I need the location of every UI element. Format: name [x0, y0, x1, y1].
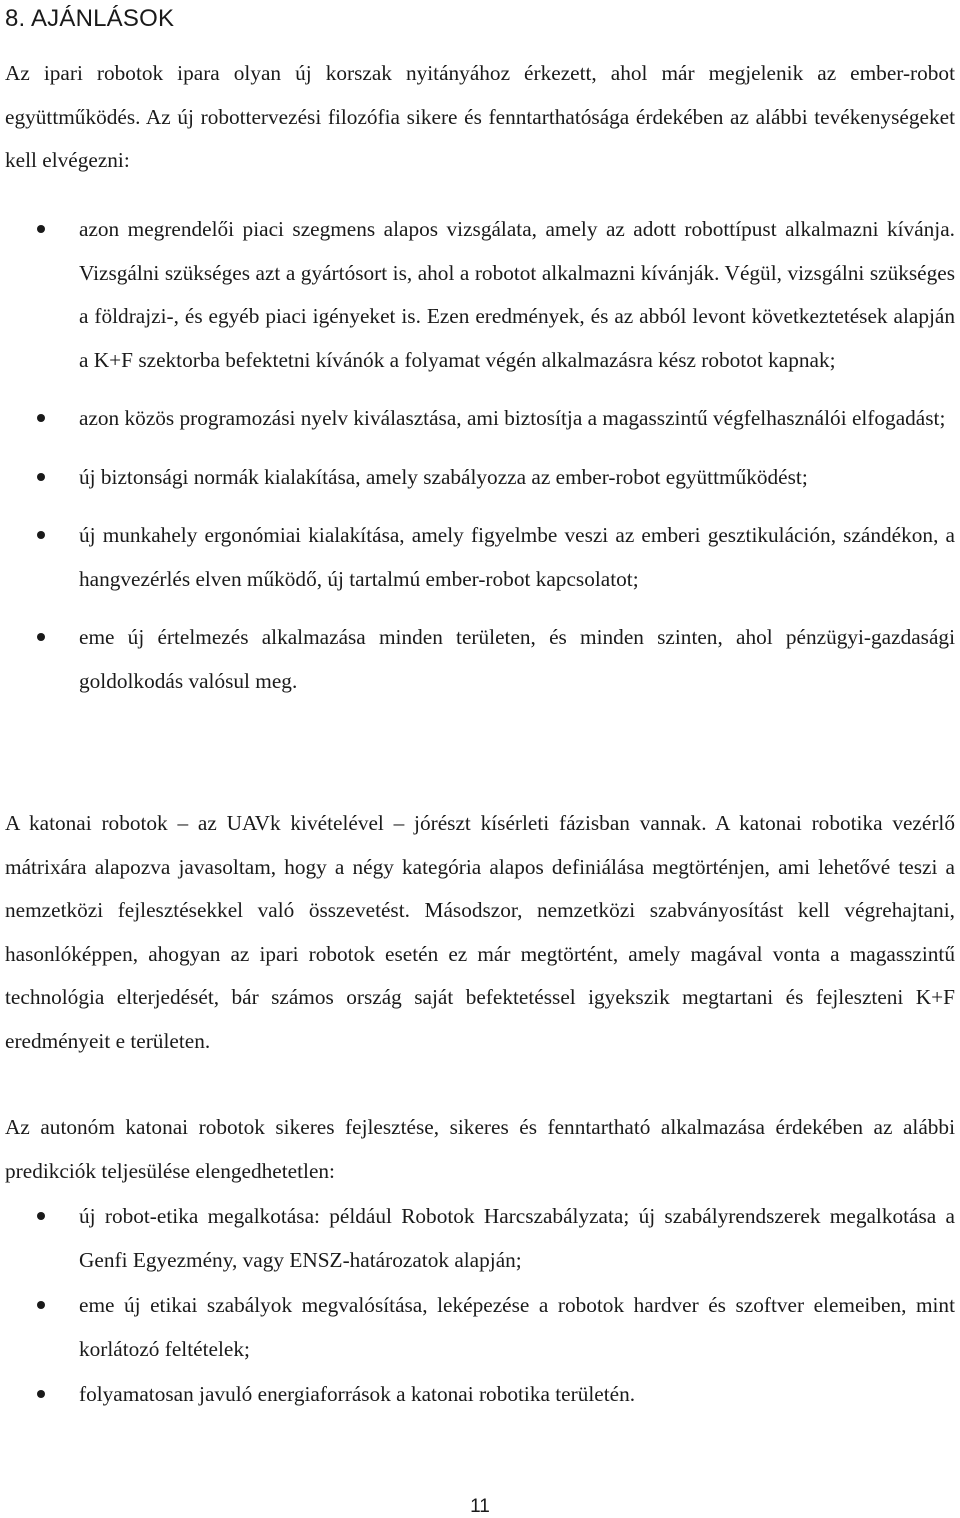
list-item: azon közös programozási nyelv kiválasztása, ami biztosítja a magasszintű végfelhasználói elfogadást;: [5, 397, 955, 441]
list-item: folyamatosan javuló energiaforrások a katonai robotika területén.: [5, 1373, 955, 1417]
autonomous-robots-paragraph: Az autonóm katonai robotok sikeres fejlesztése, sikeres és fenntartható alkalmazása érdekében az alábbi predikciók teljesülése elengedhetetlen:: [5, 1115, 955, 1183]
list-item: új biztonsági normák kialakítása, amely szabályozza az ember-robot együttműködést;: [5, 456, 955, 500]
list-item: eme új etikai szabályok megvalósítása, leképezése a robotok hardver és szoftver elemeiben, mint korlátozó feltételek;: [5, 1284, 955, 1371]
recommendation-list-industrial: [5, 208, 955, 703]
list-item: eme új értelmezés alkalmazása minden területen, és minden szinten, ahol pénzügyi-gazdasági goldolkodás valósul meg.: [5, 616, 955, 703]
section-heading: 8. AJÁNLÁSOK: [5, 5, 175, 32]
list-item: új munkahely ergonómiai kialakítása, amely figyelmbe veszi az emberi gesztikuláción, szándékon, a hangvezérlés elven működő, új tartalmú ember-robot kapcsolatot;: [5, 514, 955, 601]
list-item: új robot-etika megalkotása: például Robotok Harcszabályzata; új szabályrendszerek megalkotása a Genfi Egyezmény, vagy ENSZ-határozatok alapján;: [5, 1195, 955, 1282]
list-item: azon megrendelői piaci szegmens alapos vizsgálata, amely az adott robottípust alkalmazni kívánja. Vizsgálni szükséges azt a gyártósort is, ahol a robotot alkalmazni kívánják. Végül, vizsgálni szükséges a földrajzi-, és egyéb piaci igényeket is. Ezen eredmények, és az abból levont következtetések alapján a K+F szektorba befektetni kívánók a folyamat végén alkalmazásra kész robotot kapnak;: [5, 208, 955, 382]
recommendation-list-military: [5, 1195, 955, 1417]
intro-paragraph: Az ipari robotok ipara olyan új korszak nyitányához érkezett, ahol már megjelenik az ember-robot együttműködés. Az új robottervezési filozófia sikere és fenntarthatósága érdekében az alábbi tevékenységeket kell elvégezni:: [5, 61, 955, 172]
page-number: 11: [470, 1496, 490, 1517]
military-robots-paragraph: A katonai robotok – az UAVk kivételével – jórészt kísérleti fázisban vannak. A katonai robotika vezérlő mátrixára alapozva javasoltam, hogy a négy kategória alapos definiálása megtörténjen, ami lehetővé teszi a nemzetközi fejlesztésekkel való összevetést. Másodszor, nemzetközi szabványosítást kell végrehajtani, hasonlóképpen, ahogyan az ipari robotok esetén ez már megtörtént, amely magával vonta a magasszintű technológia elterjedését, bár számos ország saját befektetéssel igyekszik megtartani és fejleszteni K+F eredményeit e területen.: [5, 811, 955, 1053]
